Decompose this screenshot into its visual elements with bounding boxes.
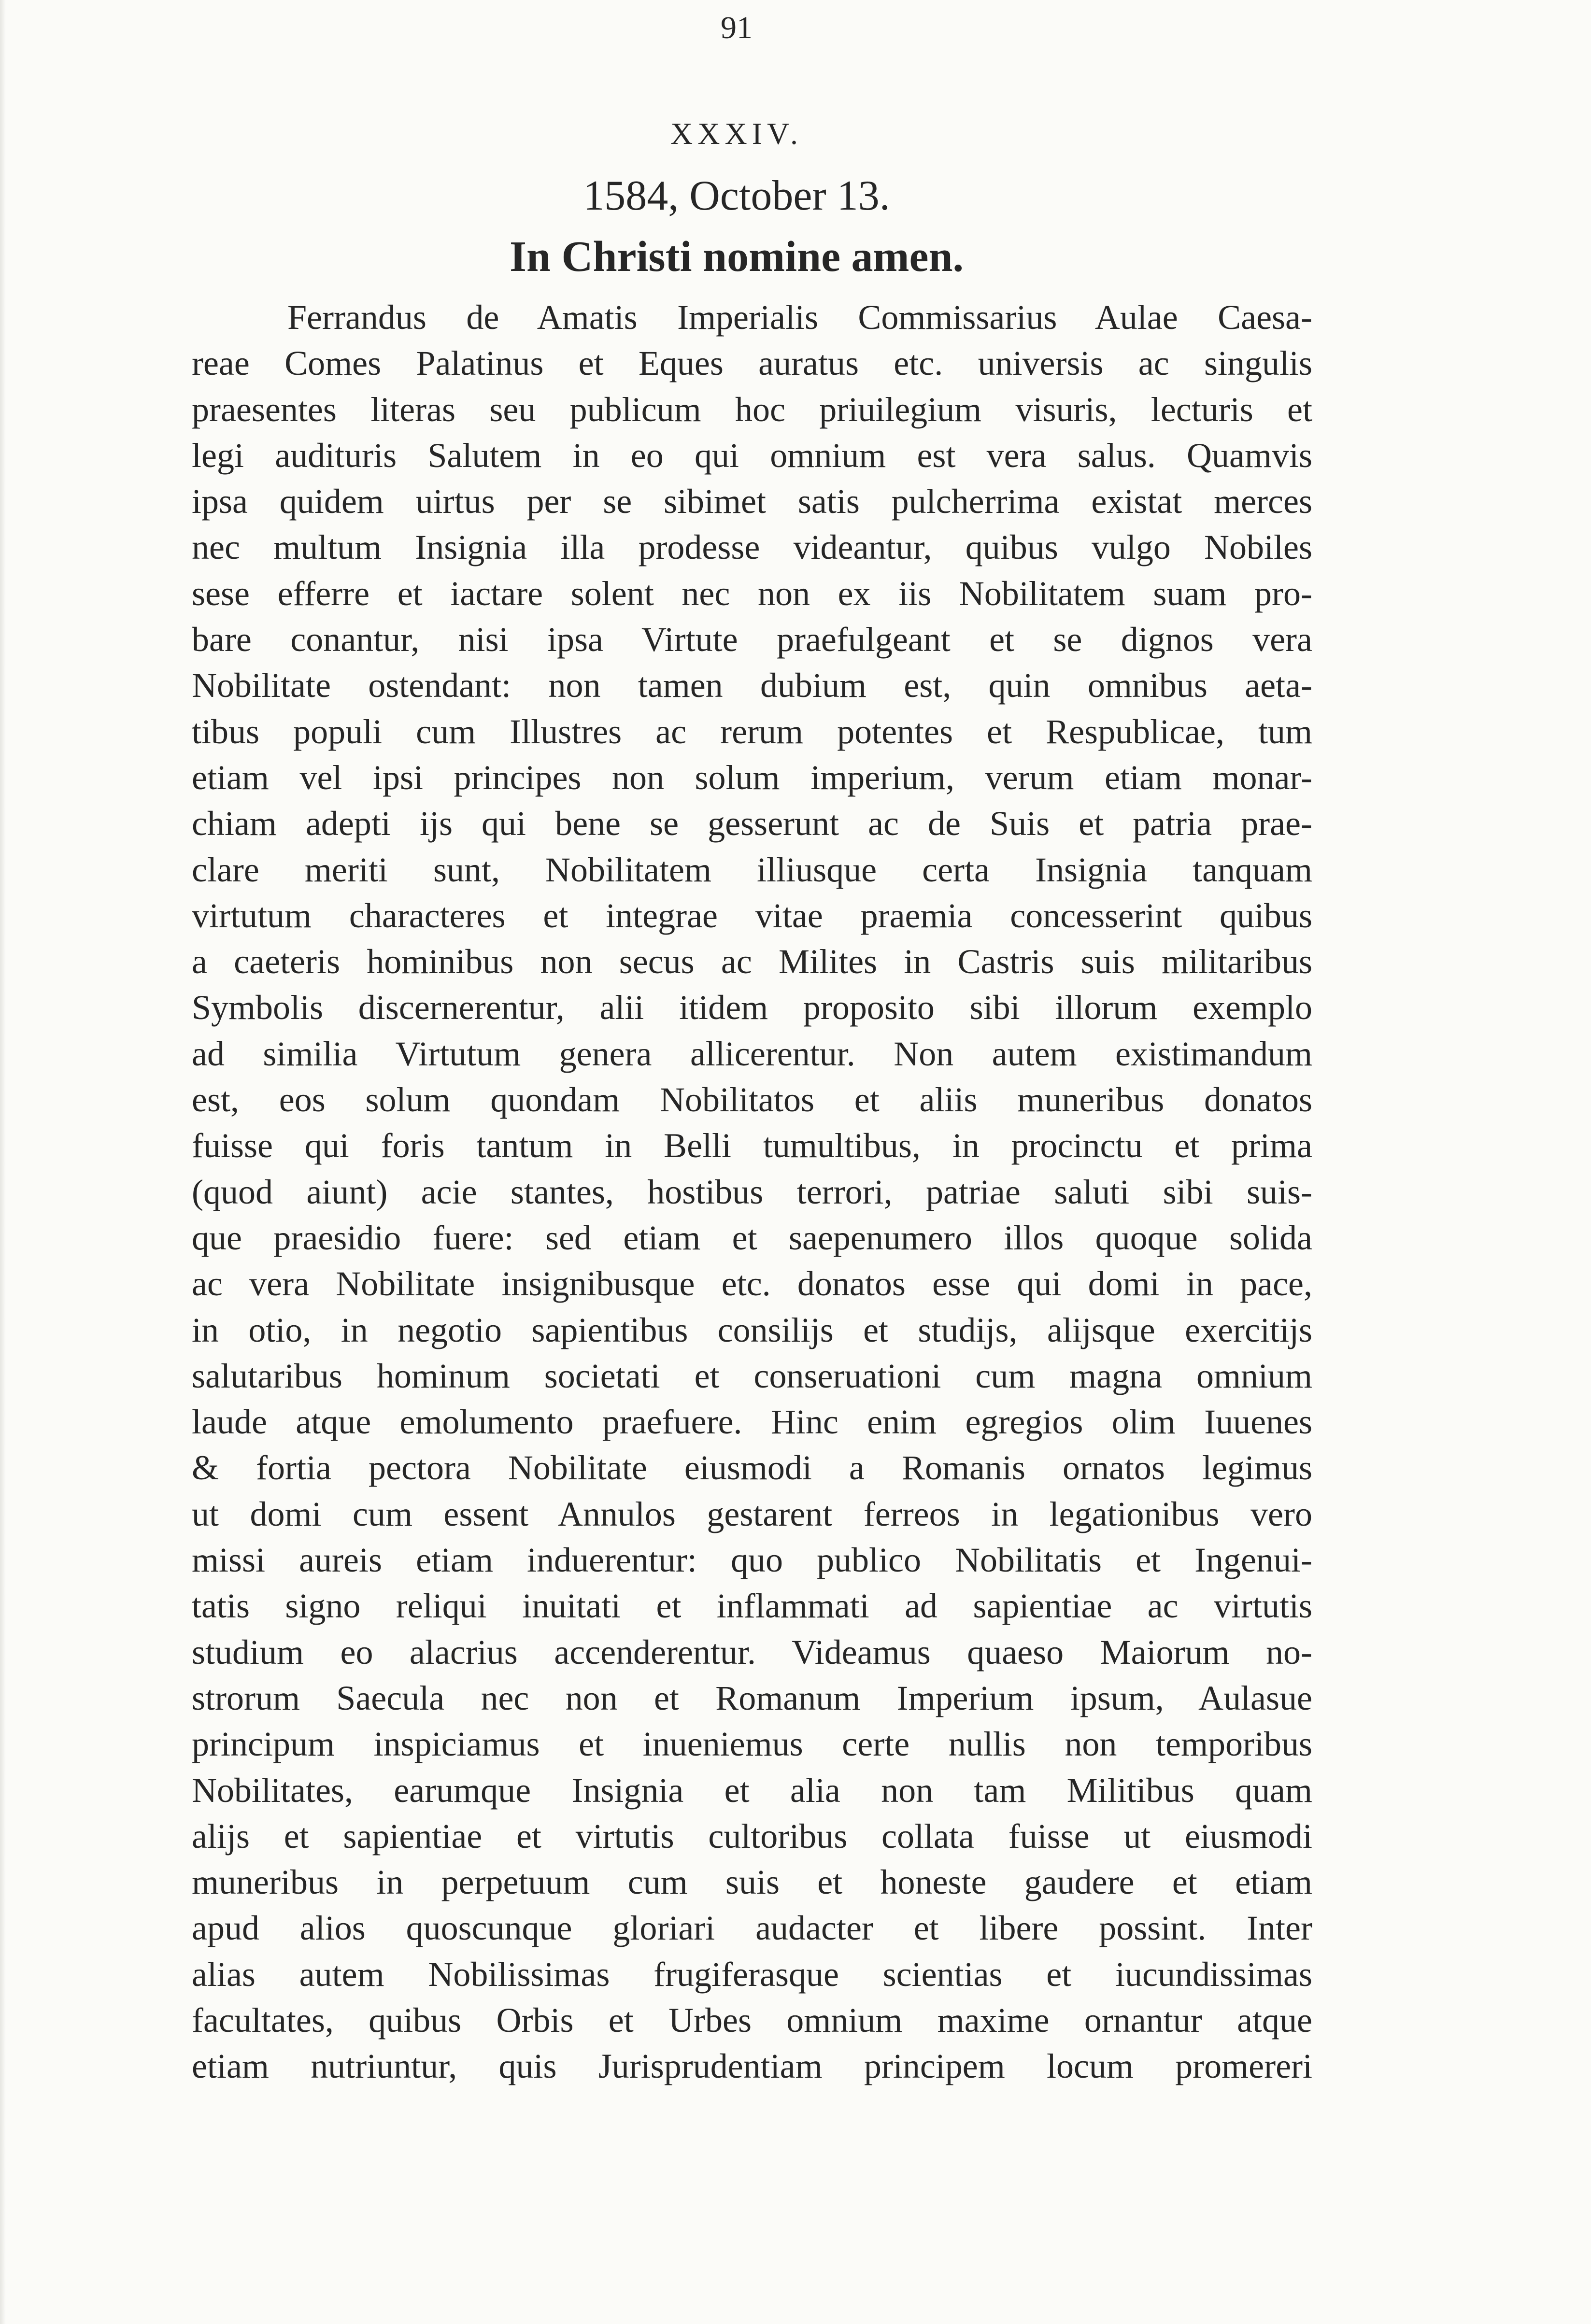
text-line — [192, 340, 1312, 386]
text-line-content: Symbolis discernerentur, alii itidem proposito sibi illorum exemplo — [192, 988, 1312, 1027]
text-line-content: tatis signo reliqui inuitati et inflammati ad sapientiae ac virtutis — [192, 1587, 1312, 1626]
text-line-content: ac vera Nobilitate insignibusque etc. donatos esse qui domi in pace, — [192, 1264, 1312, 1304]
text-line-content: etiam nutriuntur, quis Jurisprudentiam principem locum promereri — [192, 2047, 1312, 2086]
document-date: 1584, October 13. — [583, 172, 890, 219]
text-line-content: praesentes literas seu publicum hoc priuilegium visuris, lecturis et — [192, 390, 1312, 429]
text-line — [192, 433, 1312, 479]
text-line-content: Nobilitates, earumque Insignia et alia non tam Militibus quam — [192, 1771, 1312, 1810]
text-line — [192, 1445, 1312, 1491]
text-line-content: (quod aiunt) acie stantes, hostibus terrori, patriae saluti sibi suis- — [192, 1172, 1312, 1211]
text-line — [192, 755, 1312, 801]
text-line — [192, 1630, 1312, 1675]
text-line-content: chiam adepti ijs qui bene se gesserunt ac de Suis et patria prae- — [192, 804, 1312, 843]
text-line-content: que praesidio fuere: sed etiam et saepenumero illos quoque solida — [192, 1218, 1312, 1257]
text-line-content: muneribus in perpetuum cum suis et honeste gaudere et etiam — [192, 1863, 1312, 1902]
text-line-content: virtutum characteres et integrae vitae praemia concesserint quibus — [192, 896, 1312, 935]
text-line — [192, 985, 1312, 1031]
body-text — [192, 295, 1312, 2090]
text-line — [192, 1353, 1312, 1399]
text-line — [192, 479, 1312, 524]
text-line — [192, 663, 1312, 709]
page-number: 91 — [721, 10, 753, 45]
text-line-content: laude atque emolumento praefuere. Hinc enim egregios olim Iuuenes — [192, 1403, 1312, 1442]
text-line — [192, 524, 1312, 570]
text-line — [192, 617, 1312, 663]
text-line — [192, 1859, 1312, 1905]
text-line — [192, 1307, 1312, 1353]
text-line-content: in otio, in negotio sapientibus consilijs et studijs, alijsque exercitijs — [192, 1310, 1312, 1349]
text-line-content: reae Comes Palatinus et Eques auratus etc. universis ac singulis — [192, 344, 1312, 383]
text-line — [192, 295, 1312, 340]
text-line-content: tibus populi cum Illustres ac rerum potentes et Respublicae, tum — [192, 712, 1312, 751]
text-line — [192, 1583, 1312, 1629]
text-line-content: clare meriti sunt, Nobilitatem illiusque certa Insignia tanquam — [192, 850, 1312, 889]
text-line-content: ipsa quidem uirtus per se sibimet satis pulcherrima existat merces — [192, 482, 1312, 521]
text-line-content: legi audituris Salutem in eo qui omnium est vera salus. Quamvis — [192, 436, 1312, 475]
text-line-content: facultates, quibus Orbis et Urbes omnium maxime ornantur atque — [192, 2000, 1312, 2040]
text-line — [192, 1399, 1312, 1445]
text-line-content: studium eo alacrius accenderentur. Videamus quaeso Maiorum no- — [192, 1632, 1312, 1672]
page-edge-shadow — [0, 0, 6, 2324]
text-line — [192, 893, 1312, 939]
text-line-content: strorum Saecula nec non et Romanum Imperium ipsum, Aulasue — [192, 1678, 1312, 1717]
text-line — [192, 847, 1312, 893]
text-line-content: etiam vel ipsi principes non solum imperium, verum etiam monar- — [192, 758, 1312, 797]
text-line-content: & fortia pectora Nobilitate eiusmodi a Romanis ornatos legimus — [192, 1448, 1312, 1488]
text-line — [192, 1537, 1312, 1583]
text-line — [192, 709, 1312, 755]
text-line-content: alias autem Nobilissimas frugiferasque scientias et iucundissimas — [192, 1955, 1312, 1994]
text-line-content: est, eos solum quondam Nobilitatos et aliis muneribus donatos — [192, 1080, 1312, 1119]
section-number: XXXIV. — [670, 116, 803, 151]
text-line — [192, 1952, 1312, 1998]
text-line-content: missi aureis etiam induerentur: quo publico Nobilitatis et Ingenui- — [192, 1541, 1312, 1580]
text-line — [192, 801, 1312, 847]
text-line-content: alijs et sapientiae et virtutis cultoribus collata fuisse ut eiusmodi — [192, 1816, 1312, 1856]
text-line — [192, 1768, 1312, 1814]
text-line — [192, 1814, 1312, 1859]
text-line — [192, 387, 1312, 433]
text-line-content: ut domi cum essent Annulos gestarent ferreos in legationibus vero — [192, 1494, 1312, 1533]
text-line-content: salutaribus hominum societati et conseruationi cum magna omnium — [192, 1356, 1312, 1395]
text-line — [192, 1675, 1312, 1721]
text-line — [192, 1031, 1312, 1077]
text-line-content: Nobilitate ostendant: non tamen dubium est, quin omnibus aeta- — [192, 666, 1312, 705]
text-line-content: nec multum Insignia illa prodesse videantur, quibus vulgo Nobiles — [192, 528, 1312, 567]
text-line-content: a caeteris hominibus non secus ac Milites in Castris suis militaribus — [192, 942, 1312, 981]
text-line — [192, 1123, 1312, 1169]
text-line-content: apud alios quoscunque gloriari audacter et libere possint. Inter — [192, 1909, 1312, 1948]
text-line — [192, 1169, 1312, 1215]
text-line-content: fuisse qui foris tantum in Belli tumultibus, in procinctu et prima — [192, 1126, 1312, 1165]
text-line — [192, 1998, 1312, 2043]
text-line-content: principum inspiciamus et inueniemus certe nullis non temporibus — [192, 1725, 1312, 1764]
text-line — [192, 571, 1312, 617]
text-line — [192, 1721, 1312, 1767]
text-line-content: bare conantur, nisi ipsa Virtute praefulgeant et se dignos vera — [192, 620, 1312, 659]
text-line — [192, 2043, 1312, 2089]
invocation-heading: In Christi nomine amen. — [509, 233, 964, 281]
text-line — [192, 1905, 1312, 1951]
text-line-content: sese efferre et iactare solent nec non ex iis Nobilitatem suam pro- — [192, 574, 1312, 613]
text-line-content: Ferrandus de Amatis Imperialis Commissarius Aulae Caesa- — [287, 298, 1312, 337]
text-line — [192, 939, 1312, 985]
text-line-content: ad similia Virtutum genera allicerentur. Non autem existimandum — [192, 1034, 1312, 1073]
text-line — [192, 1077, 1312, 1123]
text-line — [192, 1215, 1312, 1261]
text-line — [192, 1261, 1312, 1307]
text-line — [192, 1491, 1312, 1537]
